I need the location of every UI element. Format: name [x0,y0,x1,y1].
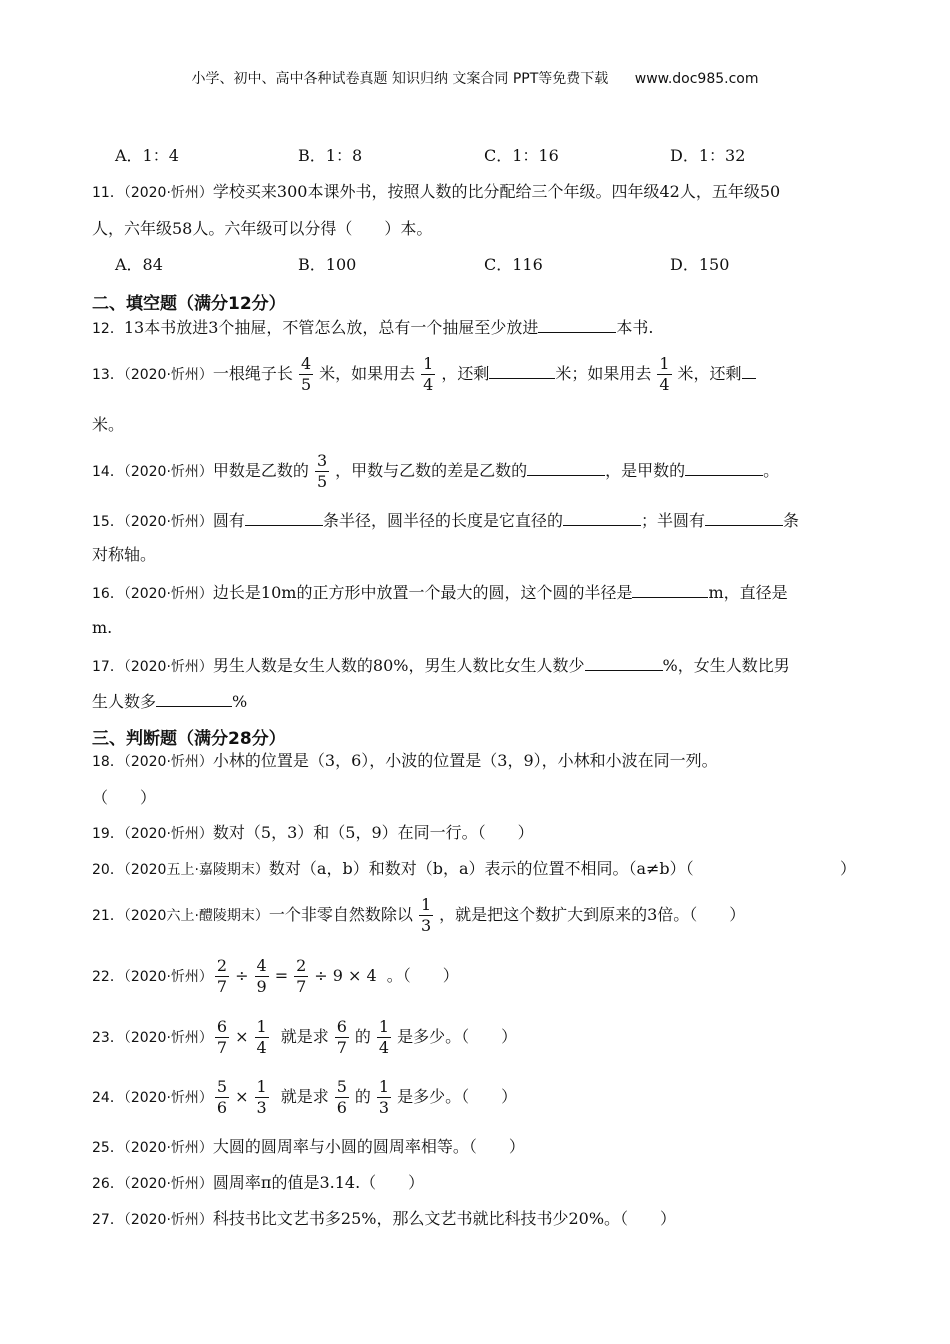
question-text: 。 [763,461,780,480]
question-number: 25． [92,1140,124,1156]
question-text: %，女生人数比男 [662,656,790,675]
question-text: 科技书比文艺书多25%，那么文艺书就比科技书少20%。（ ） [212,1209,677,1228]
question-22 [92,954,459,999]
question-text: 男生人数是女生人数的80%，男生人数比女生人数少 [212,656,585,675]
source-tag: （2020·忻州） [123,1030,213,1046]
denominator: 5 [316,472,328,491]
denominator: 3 [420,916,432,935]
header-text: 小学、初中、高中各种试卷真题 知识归纳 文案合同 PPT等免费下载 [191,71,609,87]
denominator: 4 [423,375,434,394]
q11-option-a: A．84 [115,255,163,274]
question-text: 大圆的圆周率与小圆的圆周率相等。（ ） [212,1137,525,1156]
section-judgement-title: 三、判断题（满分28分） [92,729,286,749]
q11-option-b: B．100 [298,255,357,274]
question-text: 的 [354,1087,371,1106]
source-tag: （2020·忻州） [123,1140,213,1156]
question-18 [92,749,718,774]
question-27 [92,1207,676,1232]
question-text: 数对（a，b）和数对（b，a）表示的位置不相同。（a≠b）（ [268,859,694,878]
answer-blank[interactable] [563,507,641,526]
section-fill-in-title: 二、填空题（满分12分） [92,294,286,314]
numerator: 3 [316,451,328,470]
question-text: 米，还剩 [677,364,742,383]
source-tag: （2020·忻州） [123,185,213,201]
question-text: 米；如果用去 [555,364,652,383]
q10-option-a: A．1：4 [115,146,179,165]
numerator: 5 [216,1077,228,1096]
question-13 [92,352,756,397]
fraction [421,355,435,394]
question-text: 是多少。（ ） [397,1027,518,1046]
numerator: 6 [216,1017,228,1036]
denominator: 3 [256,1098,267,1117]
question-15 [92,507,799,534]
question-text: 生人数多 [92,692,157,711]
question-13-line2: 米。 [92,415,125,434]
question-number: 24． [92,1090,124,1106]
fraction [657,355,671,394]
question-text: 13本书放进3个抽屉，不管怎么放，总有一个抽屉至少放进 [123,318,539,337]
question-19 [92,821,534,846]
question-number: 16． [92,586,124,602]
fraction [419,896,433,935]
answer-blank[interactable] [685,457,763,476]
question-text: 是多少。（ ） [397,1087,518,1106]
q10-option-d: D．1：32 [670,146,746,165]
operator: = [274,966,289,985]
question-11-line2: 人，六年级58人。六年级可以分得（ ）本。 [92,219,433,238]
fraction [215,957,229,996]
numerator: 2 [216,956,228,975]
question-number: 15． [92,514,124,530]
numerator: 1 [659,354,670,373]
question-text: ；半圆有 [640,511,705,530]
question-number: 20． [92,862,124,878]
numerator: 4 [256,956,267,975]
question-text: 。（ ） [386,966,459,985]
expression-text: ÷ 9 × 4 [314,966,377,985]
fraction [215,1018,229,1057]
question-text: 的 [354,1027,371,1046]
source-tag: （2020·忻州） [123,1212,213,1228]
question-text: 米，如果用去 [319,364,416,383]
fraction [377,1018,391,1057]
numerator: 1 [420,895,432,914]
source-tag: （2020·忻州） [123,1176,213,1192]
question-15-line2: 对称轴。 [92,545,157,564]
question-21 [92,893,745,938]
fraction [255,1018,269,1057]
q10-option-b: B．1：8 [298,146,363,165]
q11-option-c: C．116 [484,255,543,274]
source-tag: （2020·忻州） [123,367,213,383]
fraction [215,1078,229,1117]
question-text: 圆周率π的值是3.14.（ ） [212,1173,425,1192]
question-12 [92,314,653,341]
fraction [335,1018,349,1057]
numerator: 1 [256,1077,267,1096]
answer-blank[interactable] [538,314,616,333]
answer-paren-close: ） [840,859,857,878]
answer-blank[interactable] [489,360,555,379]
question-text: 学校买来300本课外书，按照人数的比分配给三个年级。四年级42人，五年级50 [212,182,781,201]
question-text-end: 本书. [616,318,654,337]
answer-blank[interactable] [705,507,783,526]
question-17 [92,652,790,679]
q11-option-d: D．150 [670,255,730,274]
operator: × [235,1027,249,1046]
denominator: 7 [336,1038,347,1057]
denominator: 6 [216,1098,228,1117]
question-number: 13． [92,367,124,383]
question-25 [92,1135,525,1160]
question-16-line2: m. [92,618,113,637]
question-text: ，甲数与乙数的差是乙数的 [335,461,528,480]
numerator: 1 [256,1017,267,1036]
question-text: 就是求 [280,1027,329,1046]
q10-option-c: C．1：16 [484,146,559,165]
question-number: 11． [92,185,124,201]
source-tag: （2020·忻州） [123,969,213,985]
question-number: 22． [92,969,124,985]
question-text: 甲数是乙数的 [212,461,309,480]
fraction [294,957,308,996]
denominator: 7 [216,977,228,996]
question-text: ，是甲数的 [605,461,686,480]
denominator: 5 [300,375,312,394]
source-tag: （2020·忻州） [123,1090,213,1106]
page-header [0,68,950,88]
question-number: 21． [92,908,124,924]
question-23 [92,1015,517,1060]
question-number: 27． [92,1212,124,1228]
source-tag: （2020五上·嘉陵期末） [123,862,269,878]
question-text: 一根绳子长 [212,364,293,383]
answer-parentheses[interactable]: （ ） [92,788,157,807]
question-text: ，就是把这个数扩大到原来的3倍。（ ） [439,905,746,924]
denominator: 9 [256,977,267,996]
denominator: 7 [296,977,307,996]
question-24 [92,1075,517,1120]
source-tag: （2020六上·醴陵期末） [123,908,269,924]
question-text: % [232,692,248,711]
question-text: 数对（5，3）和（5，9）在同一行。（ ） [212,823,534,842]
question-text: 就是求 [280,1087,329,1106]
answer-blank[interactable] [245,507,323,526]
numerator: 1 [378,1017,390,1036]
header-url[interactable]: www.doc985.com [634,71,759,87]
question-text: 条半径，圆半径的长度是它直径的 [322,511,563,530]
fraction [299,355,313,394]
operator: × [235,1087,249,1106]
denominator: 7 [216,1038,228,1057]
question-20 [92,857,694,882]
denominator: 4 [659,375,670,394]
fraction [335,1078,349,1117]
question-text: ，还剩 [441,364,490,383]
question-11 [92,180,780,205]
question-14 [92,449,779,494]
denominator: 3 [378,1098,390,1117]
source-tag: （2020·忻州） [123,464,213,480]
question-text: 条 [782,511,799,530]
fraction [377,1078,391,1117]
question-number: 17． [92,659,124,675]
numerator: 4 [300,354,312,373]
answer-blank[interactable] [632,579,708,598]
fraction [255,957,269,996]
question-number: 23． [92,1030,124,1046]
fraction [315,452,329,491]
source-tag: （2020·忻州） [123,514,213,530]
numerator: 5 [336,1077,347,1096]
source-tag: （2020·忻州） [123,586,213,602]
question-text: 圆有 [212,511,245,530]
numerator: 6 [336,1017,347,1036]
question-26 [92,1171,424,1196]
question-text: 小林的位置是（3，6），小波的位置是（3，9），小林和小波在同一列。 [212,751,718,770]
numerator: 1 [423,354,434,373]
denominator: 6 [336,1098,347,1117]
question-text: 边长是10m的正方形中放置一个最大的圆，这个圆的半径是 [212,583,633,602]
question-number: 14． [92,464,124,480]
answer-blank[interactable] [742,360,756,379]
question-number: 18． [92,754,124,770]
numerator: 1 [378,1077,390,1096]
fraction [255,1078,269,1117]
question-number: 26． [92,1176,124,1192]
answer-blank[interactable] [527,457,605,476]
question-17-line2 [92,688,247,714]
denominator: 4 [378,1038,390,1057]
source-tag: （2020·忻州） [123,754,213,770]
answer-blank[interactable] [585,652,663,671]
numerator: 2 [296,956,307,975]
denominator: 4 [256,1038,267,1057]
operator: ÷ [235,966,249,985]
source-tag: （2020·忻州） [123,659,213,675]
question-16 [92,579,788,606]
source-tag: （2020·忻州） [123,826,213,842]
question-text: 一个非零自然数除以 [268,905,413,924]
answer-blank[interactable] [156,688,232,707]
question-text: m，直径是 [708,583,788,602]
question-number: 19． [92,826,124,842]
question-number: 12． [92,321,124,337]
